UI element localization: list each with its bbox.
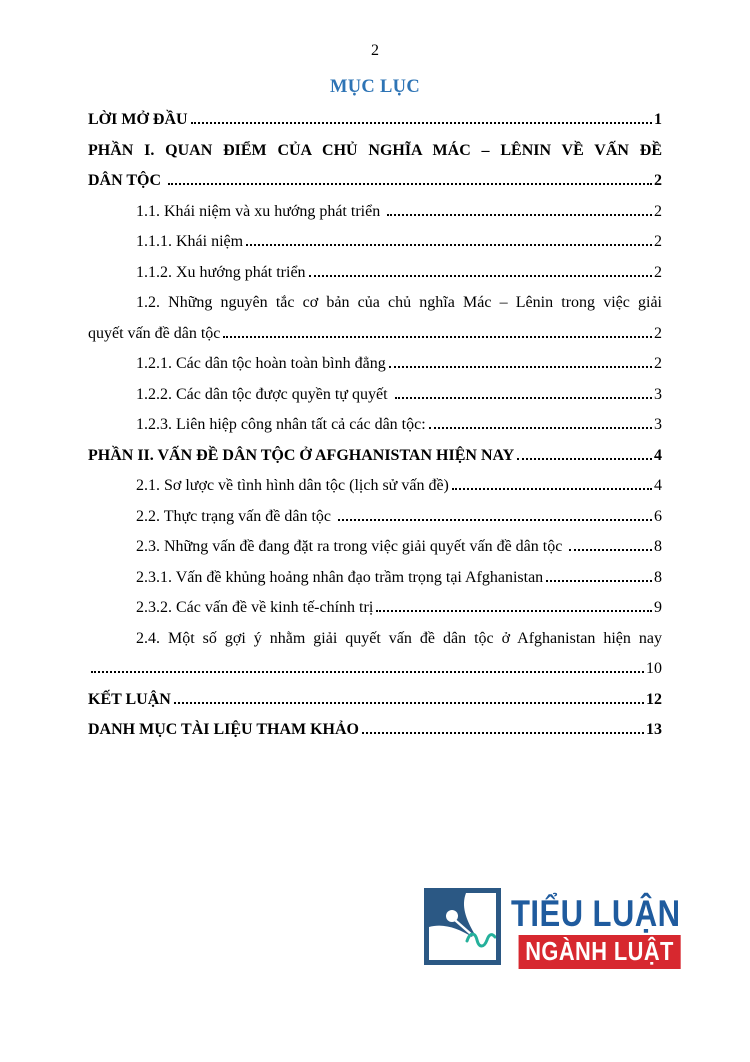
toc-page-ref: 2: [654, 355, 662, 372]
toc-row: [88, 197, 662, 228]
toc-entry-text: 1.2.1. Các dân tộc hoàn toàn bình đẳng: [136, 355, 386, 372]
toc-page-ref: 13: [646, 721, 662, 738]
toc-page-ref: 2: [654, 202, 662, 220]
toc-dot-leader: [362, 732, 644, 734]
toc-dot-leader: [223, 336, 652, 338]
toc-dot-leader: [395, 397, 652, 399]
toc-page-ref: 9: [654, 599, 662, 616]
toc-page-ref: 2: [654, 324, 662, 342]
toc-entry-text: KẾT LUẬN: [88, 690, 171, 708]
toc-dot-leader: [191, 122, 652, 124]
toc-dot-leader: [429, 427, 652, 429]
toc-page-ref: 3: [654, 385, 662, 403]
toc-entry-text: 1.1.1. Khái niệm: [136, 233, 244, 250]
toc-row: [88, 319, 662, 350]
toc-entry-text: 2.4. Một số gợi ý nhằm giải quyết vấn đề dân tộc ở Afghanistan hiện nay: [136, 629, 662, 647]
pen-nib-icon: [424, 888, 501, 965]
toc-row: [88, 380, 662, 411]
toc-entry-text: 2.3.2. Các vấn đề về kinh tế-chính trị: [136, 599, 374, 616]
toc-entry-text: DANH MỤC TÀI LIỆU THAM KHẢO: [88, 721, 359, 738]
toc-row: [88, 288, 662, 319]
toc-entry-text: PHẦN I. QUAN ĐIỂM CỦA CHỦ NGHĨA MÁC – LÊNIN VỀ VẤN ĐỀ: [88, 141, 662, 159]
logo-badge: NGÀNH LUẬT: [519, 935, 681, 969]
toc-dot-leader: [338, 519, 652, 521]
brand-logo: [424, 888, 713, 969]
toc-page-ref: 2: [654, 172, 662, 189]
toc-entry-text: 2.2. Thực trạng vấn đề dân tộc: [136, 507, 335, 525]
toc-row: [88, 563, 662, 594]
page-number: 2: [371, 42, 379, 59]
toc-page-ref: 8: [654, 538, 662, 555]
toc-page-ref: 6: [654, 507, 662, 525]
toc-row: [88, 471, 662, 502]
toc-entry-text: DÂN TỘC: [88, 172, 166, 189]
toc-dot-leader: [517, 458, 652, 460]
toc-entry-text: 2.3.1. Vấn đề khủng hoảng nhân đạo trầm trọng tại Afghanistan: [136, 568, 544, 586]
toc-page-ref: 10: [646, 660, 662, 677]
toc-row: [88, 593, 662, 624]
toc-row: [88, 715, 662, 746]
toc-row: [88, 654, 662, 685]
toc-dot-leader: [309, 275, 652, 277]
toc-entry-text: quyết vấn đề dân tộc: [88, 324, 221, 342]
toc-row: [88, 227, 662, 258]
toc-title: MỤC LỤC: [330, 77, 420, 97]
toc-dot-leader: [174, 702, 644, 704]
toc-row: [88, 105, 662, 136]
logo-text: [511, 888, 681, 969]
toc-entry-text: LỜI MỞ ĐẦU: [88, 111, 188, 128]
toc-row: [88, 532, 662, 563]
toc-dot-leader: [569, 549, 652, 551]
toc-dot-leader: [168, 183, 652, 185]
toc-entry-text: 1.1.2. Xu hướng phát triển: [136, 263, 306, 281]
toc-dot-leader: [389, 366, 652, 368]
toc-dot-leader: [546, 580, 652, 582]
toc-entry-text: 1.1. Khái niệm và xu hướng phát triển: [136, 202, 385, 220]
toc-entry-text: 1.2. Những nguyên tắc cơ bản của chủ nghĩa Mác – Lênin trong việc giải: [136, 294, 662, 311]
toc-dot-leader: [91, 671, 644, 673]
toc-dot-leader: [387, 214, 652, 216]
toc-entry-text: 1.2.2. Các dân tộc được quyền tự quyết: [136, 385, 392, 403]
toc-entry-text: 2.3. Những vấn đề đang đặt ra trong việc giải quyết vấn đề dân tộc: [136, 538, 567, 555]
toc-entry-text: 2.1. Sơ lược về tình hình dân tộc (lịch sử vấn đề): [136, 477, 449, 494]
toc-row: [88, 349, 662, 380]
toc-page-ref: 2: [654, 233, 662, 250]
logo-title: TIỂU LUẬN: [511, 893, 681, 934]
toc-row: [88, 136, 662, 167]
toc-row: [88, 624, 662, 655]
toc-page-ref: 2: [654, 263, 662, 281]
toc-dot-leader: [452, 488, 652, 490]
toc-page-ref: 12: [646, 690, 662, 708]
toc-dot-leader: [376, 610, 652, 612]
toc-row: [88, 685, 662, 716]
toc-page-ref: 4: [654, 477, 662, 494]
toc-page-ref: 1: [654, 111, 662, 128]
toc-dot-leader: [246, 244, 652, 246]
toc-list: [88, 105, 662, 746]
toc-row: [88, 166, 662, 197]
toc-row: [88, 258, 662, 289]
toc-row: [88, 410, 662, 441]
toc-page-ref: 3: [654, 416, 662, 433]
toc-page-ref: 4: [654, 446, 662, 464]
toc-entry-text: PHẦN II. VẤN ĐỀ DÂN TỘC Ở AFGHANISTAN HIỆN NAY: [88, 446, 515, 464]
toc-entry-text: 1.2.3. Liên hiệp công nhân tất cả các dân tộc:: [136, 416, 426, 433]
toc-page-ref: 8: [654, 568, 662, 586]
toc-row: [88, 502, 662, 533]
toc-row: [88, 441, 662, 472]
